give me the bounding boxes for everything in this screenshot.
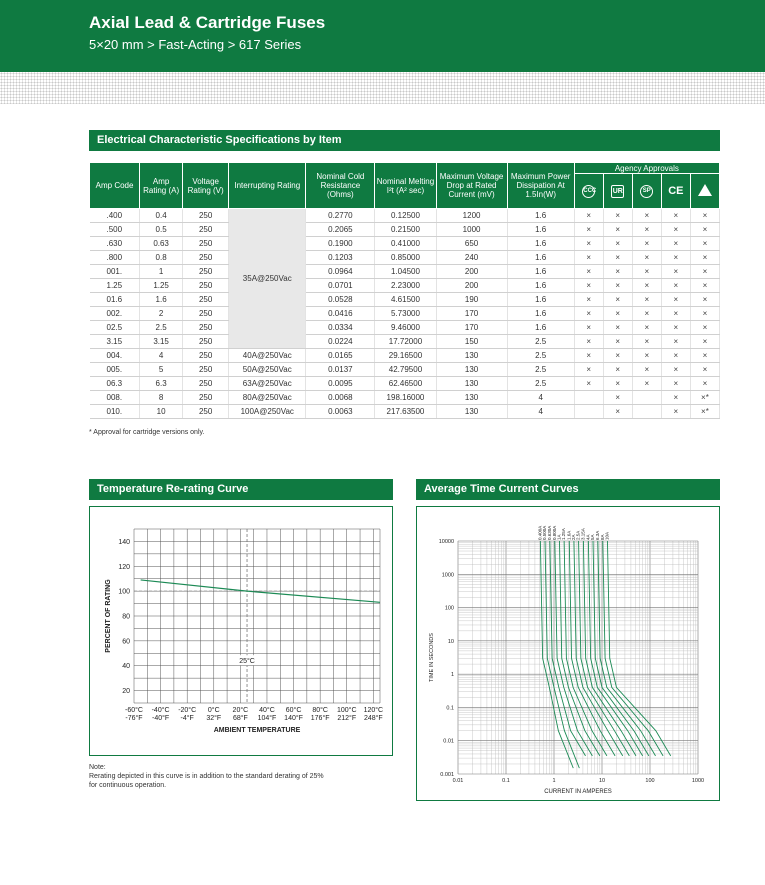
amp-rating-cell: 1.25 <box>140 279 183 293</box>
approval-cell: × <box>574 377 603 391</box>
curve-label: 10A <box>604 531 610 540</box>
y-tick-label: 100 <box>444 605 454 612</box>
interrupting-rating-cell: 63A@250Vac <box>229 377 306 391</box>
curve-label: 2A <box>570 534 576 540</box>
amp-rating-cell: 5 <box>140 363 183 377</box>
amp-code-cell: 008. <box>90 391 140 405</box>
rerating-chart <box>90 507 392 755</box>
cold-resistance-cell: 0.0063 <box>306 405 375 419</box>
x-tick-label: 1000 <box>691 778 705 784</box>
x-tick-label: 100°C <box>336 707 357 714</box>
dot-pattern-band <box>0 72 765 104</box>
approval-cell: × <box>574 363 603 377</box>
curve-label: 1.6A <box>566 530 572 540</box>
table-row <box>90 307 720 321</box>
cold-resistance-cell: 0.0964 <box>306 265 375 279</box>
table-row <box>90 405 720 419</box>
curve-label: 4A <box>585 534 591 540</box>
y-tick-label: 40 <box>122 663 130 671</box>
approval-cell: × <box>632 363 661 377</box>
approval-cell: × <box>603 405 632 419</box>
power-dissipation-cell: 1.6 <box>507 209 574 223</box>
amp-rating-cell: 0.4 <box>140 209 183 223</box>
y-tick-label: 0.001 <box>440 772 454 778</box>
melting-i2t-cell: 0.85000 <box>375 251 436 265</box>
power-dissipation-cell: 2.5 <box>507 349 574 363</box>
curve-label: 0.400A <box>537 525 543 540</box>
voltage-rating-cell: 250 <box>183 377 229 391</box>
approval-cell: × <box>632 349 661 363</box>
approval-cell: × <box>690 377 719 391</box>
voltage-rating-cell: 250 <box>183 237 229 251</box>
curve-label: 2.5A <box>575 530 581 540</box>
approval-cell: × <box>661 307 690 321</box>
amp-code-cell: 010. <box>90 405 140 419</box>
interrupting-rating-cell: 100A@250Vac <box>229 405 306 419</box>
x-axis-label: AMBIENT TEMPERATURE <box>213 727 301 734</box>
table-row <box>90 363 720 377</box>
approval-cell: × <box>603 321 632 335</box>
voltage-rating-cell: 250 <box>183 405 229 419</box>
x-tick-label-f: 248°F <box>363 715 383 722</box>
rerating-note <box>89 763 324 790</box>
table-row <box>90 293 720 307</box>
approval-cell: × <box>690 209 719 223</box>
approval-cell: × <box>603 349 632 363</box>
power-dissipation-cell: 1.6 <box>507 293 574 307</box>
curve-label: 3.15A <box>580 528 586 540</box>
amp-code-cell: .630 <box>90 237 140 251</box>
cold-resistance-cell: 0.0165 <box>306 349 375 363</box>
cold-resistance-cell: 0.1900 <box>306 237 375 251</box>
x-tick-label: 120°C <box>363 707 384 714</box>
voltage-drop-cell: 190 <box>436 293 507 307</box>
amp-code-cell: 01.6 <box>90 293 140 307</box>
x-tick-label: 0°C <box>207 707 220 714</box>
approval-cell: × <box>603 251 632 265</box>
approval-cell: × <box>690 237 719 251</box>
x-tick-label-f: -40°F <box>151 715 170 722</box>
ce-mark-icon: CE <box>661 174 690 209</box>
curve-label: 5A <box>590 534 596 540</box>
melting-i2t-cell: 0.12500 <box>375 209 436 223</box>
col-amp-code: Amp Code <box>90 163 140 209</box>
approval-cell: × <box>574 251 603 265</box>
approval-cell: × <box>661 265 690 279</box>
csa-mark-icon: SP <box>632 174 661 209</box>
pse-mark-icon <box>690 174 719 209</box>
spec-table <box>89 162 720 419</box>
approval-cell: × <box>632 209 661 223</box>
interrupting-rating-cell: 80A@250Vac <box>229 391 306 405</box>
y-tick-label: 20 <box>122 688 130 696</box>
x-tick-label: 60°C <box>285 707 302 714</box>
note-label: Note: <box>89 764 106 771</box>
amp-rating-cell: 3.15 <box>140 335 183 349</box>
approval-cell: × <box>603 237 632 251</box>
cold-resistance-cell: 0.0137 <box>306 363 375 377</box>
amp-rating-cell: 1 <box>140 265 183 279</box>
ccc-mark-icon: CCC <box>574 174 603 209</box>
approval-cell: × <box>603 265 632 279</box>
approval-cell: ×* <box>690 405 719 419</box>
approval-cell: × <box>690 223 719 237</box>
approval-cell <box>574 391 603 405</box>
cold-resistance-cell: 0.0224 <box>306 335 375 349</box>
note-line-2: for continuous operation. <box>89 782 167 789</box>
y-tick-label: 0.1 <box>446 705 454 712</box>
table-row <box>90 349 720 363</box>
col-agency-approvals: Agency Approvals <box>574 163 719 174</box>
x-tick-label: 20°C <box>232 707 249 714</box>
power-dissipation-cell: 1.6 <box>507 265 574 279</box>
x-tick-label: 10 <box>598 778 606 784</box>
col-interrupting-rating: Interrupting Rating <box>229 163 306 209</box>
approval-cell: × <box>603 335 632 349</box>
curve-label: 6.3A <box>594 530 600 540</box>
tcc-curve <box>603 541 663 756</box>
power-dissipation-cell: 4 <box>507 405 574 419</box>
x-tick-label-f: 140°F <box>284 715 303 722</box>
approval-cell: × <box>690 349 719 363</box>
voltage-rating-cell: 250 <box>183 321 229 335</box>
voltage-rating-cell: 250 <box>183 209 229 223</box>
approval-cell: × <box>661 237 690 251</box>
y-tick-label: 120 <box>118 563 130 571</box>
approval-cell: × <box>632 237 661 251</box>
approval-cell: × <box>603 279 632 293</box>
approval-cell <box>632 391 661 405</box>
amp-code-cell: .500 <box>90 223 140 237</box>
voltage-drop-cell: 130 <box>436 405 507 419</box>
y-tick-label: 80 <box>122 613 130 621</box>
cold-resistance-cell: 0.0416 <box>306 307 375 321</box>
y-tick-label: 10 <box>447 638 454 645</box>
cold-resistance-cell: 0.0701 <box>306 279 375 293</box>
tcc-curve <box>607 541 670 756</box>
voltage-rating-cell: 250 <box>183 265 229 279</box>
amp-code-cell: 001. <box>90 265 140 279</box>
approval-cell: × <box>603 363 632 377</box>
interrupting-rating-cell: 40A@250Vac <box>229 349 306 363</box>
spec-section-title: Electrical Characteristic Specifications by Item <box>89 130 720 151</box>
spec-footnote: * Approval for cartridge versions only. <box>89 429 205 436</box>
curve-label: 1A <box>556 534 562 540</box>
melting-i2t-cell: 0.41000 <box>375 237 436 251</box>
amp-code-cell: 06.3 <box>90 377 140 391</box>
x-tick-label-f: 212°F <box>337 715 357 722</box>
y-tick-label: 100 <box>118 588 130 596</box>
voltage-rating-cell: 250 <box>183 251 229 265</box>
y-tick-label: 0.01 <box>443 738 454 745</box>
amp-code-cell: 005. <box>90 363 140 377</box>
amp-rating-cell: 2 <box>140 307 183 321</box>
approval-cell: ×* <box>690 391 719 405</box>
reference-label: 25°C <box>239 658 255 666</box>
approval-cell: × <box>574 265 603 279</box>
x-tick-label: 0.01 <box>452 778 464 784</box>
y-tick-label: 10000 <box>438 539 454 545</box>
approval-cell: × <box>661 377 690 391</box>
voltage-rating-cell: 250 <box>183 391 229 405</box>
approval-cell: × <box>574 237 603 251</box>
amp-rating-cell: 0.5 <box>140 223 183 237</box>
amp-rating-cell: 6.3 <box>140 377 183 391</box>
approval-cell <box>574 405 603 419</box>
melting-i2t-cell: 42.79500 <box>375 363 436 377</box>
approval-cell: × <box>632 377 661 391</box>
x-tick-label: -40°C <box>151 707 170 714</box>
approval-cell: × <box>661 391 690 405</box>
approval-cell: × <box>574 293 603 307</box>
table-row <box>90 251 720 265</box>
approval-cell: × <box>690 307 719 321</box>
y-axis-label: TIME IN SECONDS <box>429 633 435 682</box>
voltage-drop-cell: 200 <box>436 265 507 279</box>
approval-cell: × <box>690 321 719 335</box>
power-dissipation-cell: 2.5 <box>507 363 574 377</box>
melting-i2t-cell: 2.23000 <box>375 279 436 293</box>
melting-i2t-cell: 5.73000 <box>375 307 436 321</box>
col-cold-resistance: Nominal Cold Resistance (Ohms) <box>306 163 375 209</box>
x-tick-label: 40°C <box>259 707 275 714</box>
note-line-1: Rerating depicted in this curve is in addition to the standard derating of 25% <box>89 773 324 780</box>
approval-cell: × <box>574 223 603 237</box>
x-tick-label-f: -4°F <box>180 715 194 722</box>
ur-mark-icon: UR <box>603 174 632 209</box>
voltage-drop-cell: 1000 <box>436 223 507 237</box>
curve-label: 0.630A <box>546 525 552 540</box>
amp-rating-cell: 4 <box>140 349 183 363</box>
rerating-section-title: Temperature Re-rating Curve <box>89 479 393 500</box>
approval-cell: × <box>574 321 603 335</box>
power-dissipation-cell: 2.5 <box>507 377 574 391</box>
approval-cell: × <box>603 223 632 237</box>
approval-cell: × <box>690 335 719 349</box>
table-row <box>90 279 720 293</box>
amp-code-cell: 002. <box>90 307 140 321</box>
col-voltage-drop: Maximum Voltage Drop at Rated Current (mV) <box>436 163 507 209</box>
approval-cell: × <box>632 321 661 335</box>
voltage-drop-cell: 200 <box>436 279 507 293</box>
curve-label: 8A <box>599 534 605 540</box>
amp-code-cell: .800 <box>90 251 140 265</box>
cold-resistance-cell: 0.2065 <box>306 223 375 237</box>
melting-i2t-cell: 62.46500 <box>375 377 436 391</box>
y-tick-label: 60 <box>122 638 130 646</box>
voltage-drop-cell: 170 <box>436 307 507 321</box>
approval-cell: × <box>661 335 690 349</box>
voltage-drop-cell: 170 <box>436 321 507 335</box>
col-amp-rating: Amp Rating (A) <box>140 163 183 209</box>
voltage-rating-cell: 250 <box>183 279 229 293</box>
curve-label: 0.800A <box>551 525 557 540</box>
cold-resistance-cell: 0.1203 <box>306 251 375 265</box>
table-row <box>90 321 720 335</box>
melting-i2t-cell: 17.72000 <box>375 335 436 349</box>
approval-cell: × <box>603 293 632 307</box>
interrupting-rating-merged-cell: 35A@250Vac <box>229 209 306 349</box>
approval-cell: × <box>574 209 603 223</box>
x-tick-label-f: 32°F <box>206 715 222 722</box>
amp-rating-cell: 2.5 <box>140 321 183 335</box>
approval-cell: × <box>603 377 632 391</box>
y-axis-label: PERCENT OF RATING <box>105 579 112 653</box>
x-tick-label-f: 176°F <box>310 715 330 722</box>
approval-cell: × <box>661 279 690 293</box>
amp-rating-cell: 10 <box>140 405 183 419</box>
amp-code-cell: 3.15 <box>90 335 140 349</box>
timecurrent-section-title: Average Time Current Curves <box>416 479 720 500</box>
table-row <box>90 377 720 391</box>
amp-code-cell: 004. <box>90 349 140 363</box>
voltage-drop-cell: 130 <box>436 349 507 363</box>
power-dissipation-cell: 1.6 <box>507 321 574 335</box>
approval-cell: × <box>603 391 632 405</box>
tcc-curve <box>593 541 649 756</box>
cold-resistance-cell: 0.0528 <box>306 293 375 307</box>
timecurrent-chart-panel <box>416 506 720 801</box>
x-tick-label: 1 <box>552 778 556 784</box>
header-bar <box>0 0 765 72</box>
approval-cell: × <box>632 293 661 307</box>
x-tick-label-f: 68°F <box>232 715 248 722</box>
power-dissipation-cell: 4 <box>507 391 574 405</box>
col-melting-i2t: Nominal Melting I²t (A² sec) <box>375 163 436 209</box>
cold-resistance-cell: 0.0095 <box>306 377 375 391</box>
col-voltage-rating: Voltage Rating (V) <box>183 163 229 209</box>
voltage-drop-cell: 150 <box>436 335 507 349</box>
approval-cell: × <box>632 335 661 349</box>
approval-cell: × <box>690 265 719 279</box>
approval-cell: × <box>632 251 661 265</box>
rerating-chart-panel <box>89 506 393 756</box>
table-row <box>90 265 720 279</box>
timecurrent-chart <box>417 507 719 800</box>
approval-cell: × <box>661 209 690 223</box>
melting-i2t-cell: 217.63500 <box>375 405 436 419</box>
x-tick-label: -20°C <box>178 707 197 714</box>
voltage-drop-cell: 130 <box>436 391 507 405</box>
amp-rating-cell: 8 <box>140 391 183 405</box>
approval-cell: × <box>690 279 719 293</box>
x-tick-label: 100 <box>645 778 655 784</box>
approval-cell: × <box>632 223 661 237</box>
cold-resistance-cell: 0.0068 <box>306 391 375 405</box>
approval-cell: × <box>661 321 690 335</box>
x-axis-label: CURRENT IN AMPERES <box>544 789 612 795</box>
melting-i2t-cell: 198.16000 <box>375 391 436 405</box>
approval-cell: × <box>574 279 603 293</box>
approval-cell: × <box>661 405 690 419</box>
voltage-rating-cell: 250 <box>183 307 229 321</box>
voltage-drop-cell: 1200 <box>436 209 507 223</box>
approval-cell: × <box>661 223 690 237</box>
amp-code-cell: .400 <box>90 209 140 223</box>
approval-cell: × <box>661 251 690 265</box>
approval-cell: × <box>632 265 661 279</box>
approval-cell: × <box>690 251 719 265</box>
voltage-drop-cell: 650 <box>436 237 507 251</box>
approval-cell: × <box>661 349 690 363</box>
cold-resistance-cell: 0.0334 <box>306 321 375 335</box>
approval-cell: × <box>632 307 661 321</box>
voltage-drop-cell: 130 <box>436 363 507 377</box>
power-dissipation-cell: 1.6 <box>507 251 574 265</box>
voltage-rating-cell: 250 <box>183 223 229 237</box>
x-tick-label-f: -76°F <box>125 715 143 722</box>
page-title: Axial Lead & Cartridge Fuses <box>89 13 326 32</box>
approval-cell: × <box>690 293 719 307</box>
x-tick-label-f: 104°F <box>257 715 277 722</box>
melting-i2t-cell: 0.21500 <box>375 223 436 237</box>
y-tick-label: 1 <box>450 672 454 679</box>
approval-cell <box>632 405 661 419</box>
amp-rating-cell: 1.6 <box>140 293 183 307</box>
curve-label: 0.500A <box>542 525 548 540</box>
voltage-rating-cell: 250 <box>183 349 229 363</box>
cold-resistance-cell: 0.2770 <box>306 209 375 223</box>
approval-cell: × <box>603 307 632 321</box>
table-row <box>90 209 720 223</box>
melting-i2t-cell: 29.16500 <box>375 349 436 363</box>
amp-code-cell: 1.25 <box>90 279 140 293</box>
amp-code-cell: 02.5 <box>90 321 140 335</box>
approval-cell: × <box>574 307 603 321</box>
voltage-rating-cell: 250 <box>183 363 229 377</box>
interrupting-rating-cell: 50A@250Vac <box>229 363 306 377</box>
approval-cell: × <box>690 363 719 377</box>
power-dissipation-cell: 1.6 <box>507 237 574 251</box>
voltage-rating-cell: 250 <box>183 335 229 349</box>
x-tick-label: -60°C <box>125 707 143 714</box>
power-dissipation-cell: 1.6 <box>507 279 574 293</box>
melting-i2t-cell: 9.46000 <box>375 321 436 335</box>
amp-rating-cell: 0.63 <box>140 237 183 251</box>
x-tick-label: 0.1 <box>502 778 510 784</box>
voltage-rating-cell: 250 <box>183 293 229 307</box>
melting-i2t-cell: 4.61500 <box>375 293 436 307</box>
approval-cell: × <box>603 209 632 223</box>
power-dissipation-cell: 1.6 <box>507 223 574 237</box>
curve-label: 1.25A <box>561 528 567 540</box>
tcc-curve <box>598 541 656 756</box>
col-power-dissipation: Maximum Power Dissipation At 1.5In(W) <box>507 163 574 209</box>
table-row <box>90 237 720 251</box>
breadcrumb: 5×20 mm > Fast-Acting > 617 Series <box>89 37 302 52</box>
x-tick-label: 80°C <box>312 707 328 714</box>
approval-cell: × <box>574 335 603 349</box>
approval-cell: × <box>661 363 690 377</box>
table-row <box>90 223 720 237</box>
voltage-drop-cell: 240 <box>436 251 507 265</box>
y-tick-label: 140 <box>118 538 130 546</box>
table-row <box>90 391 720 405</box>
amp-rating-cell: 0.8 <box>140 251 183 265</box>
approval-cell: × <box>661 293 690 307</box>
approval-cell: × <box>574 349 603 363</box>
voltage-drop-cell: 130 <box>436 377 507 391</box>
melting-i2t-cell: 1.04500 <box>375 265 436 279</box>
table-row <box>90 335 720 349</box>
y-tick-label: 1000 <box>441 572 454 579</box>
power-dissipation-cell: 2.5 <box>507 335 574 349</box>
approval-cell: × <box>632 279 661 293</box>
power-dissipation-cell: 1.6 <box>507 307 574 321</box>
